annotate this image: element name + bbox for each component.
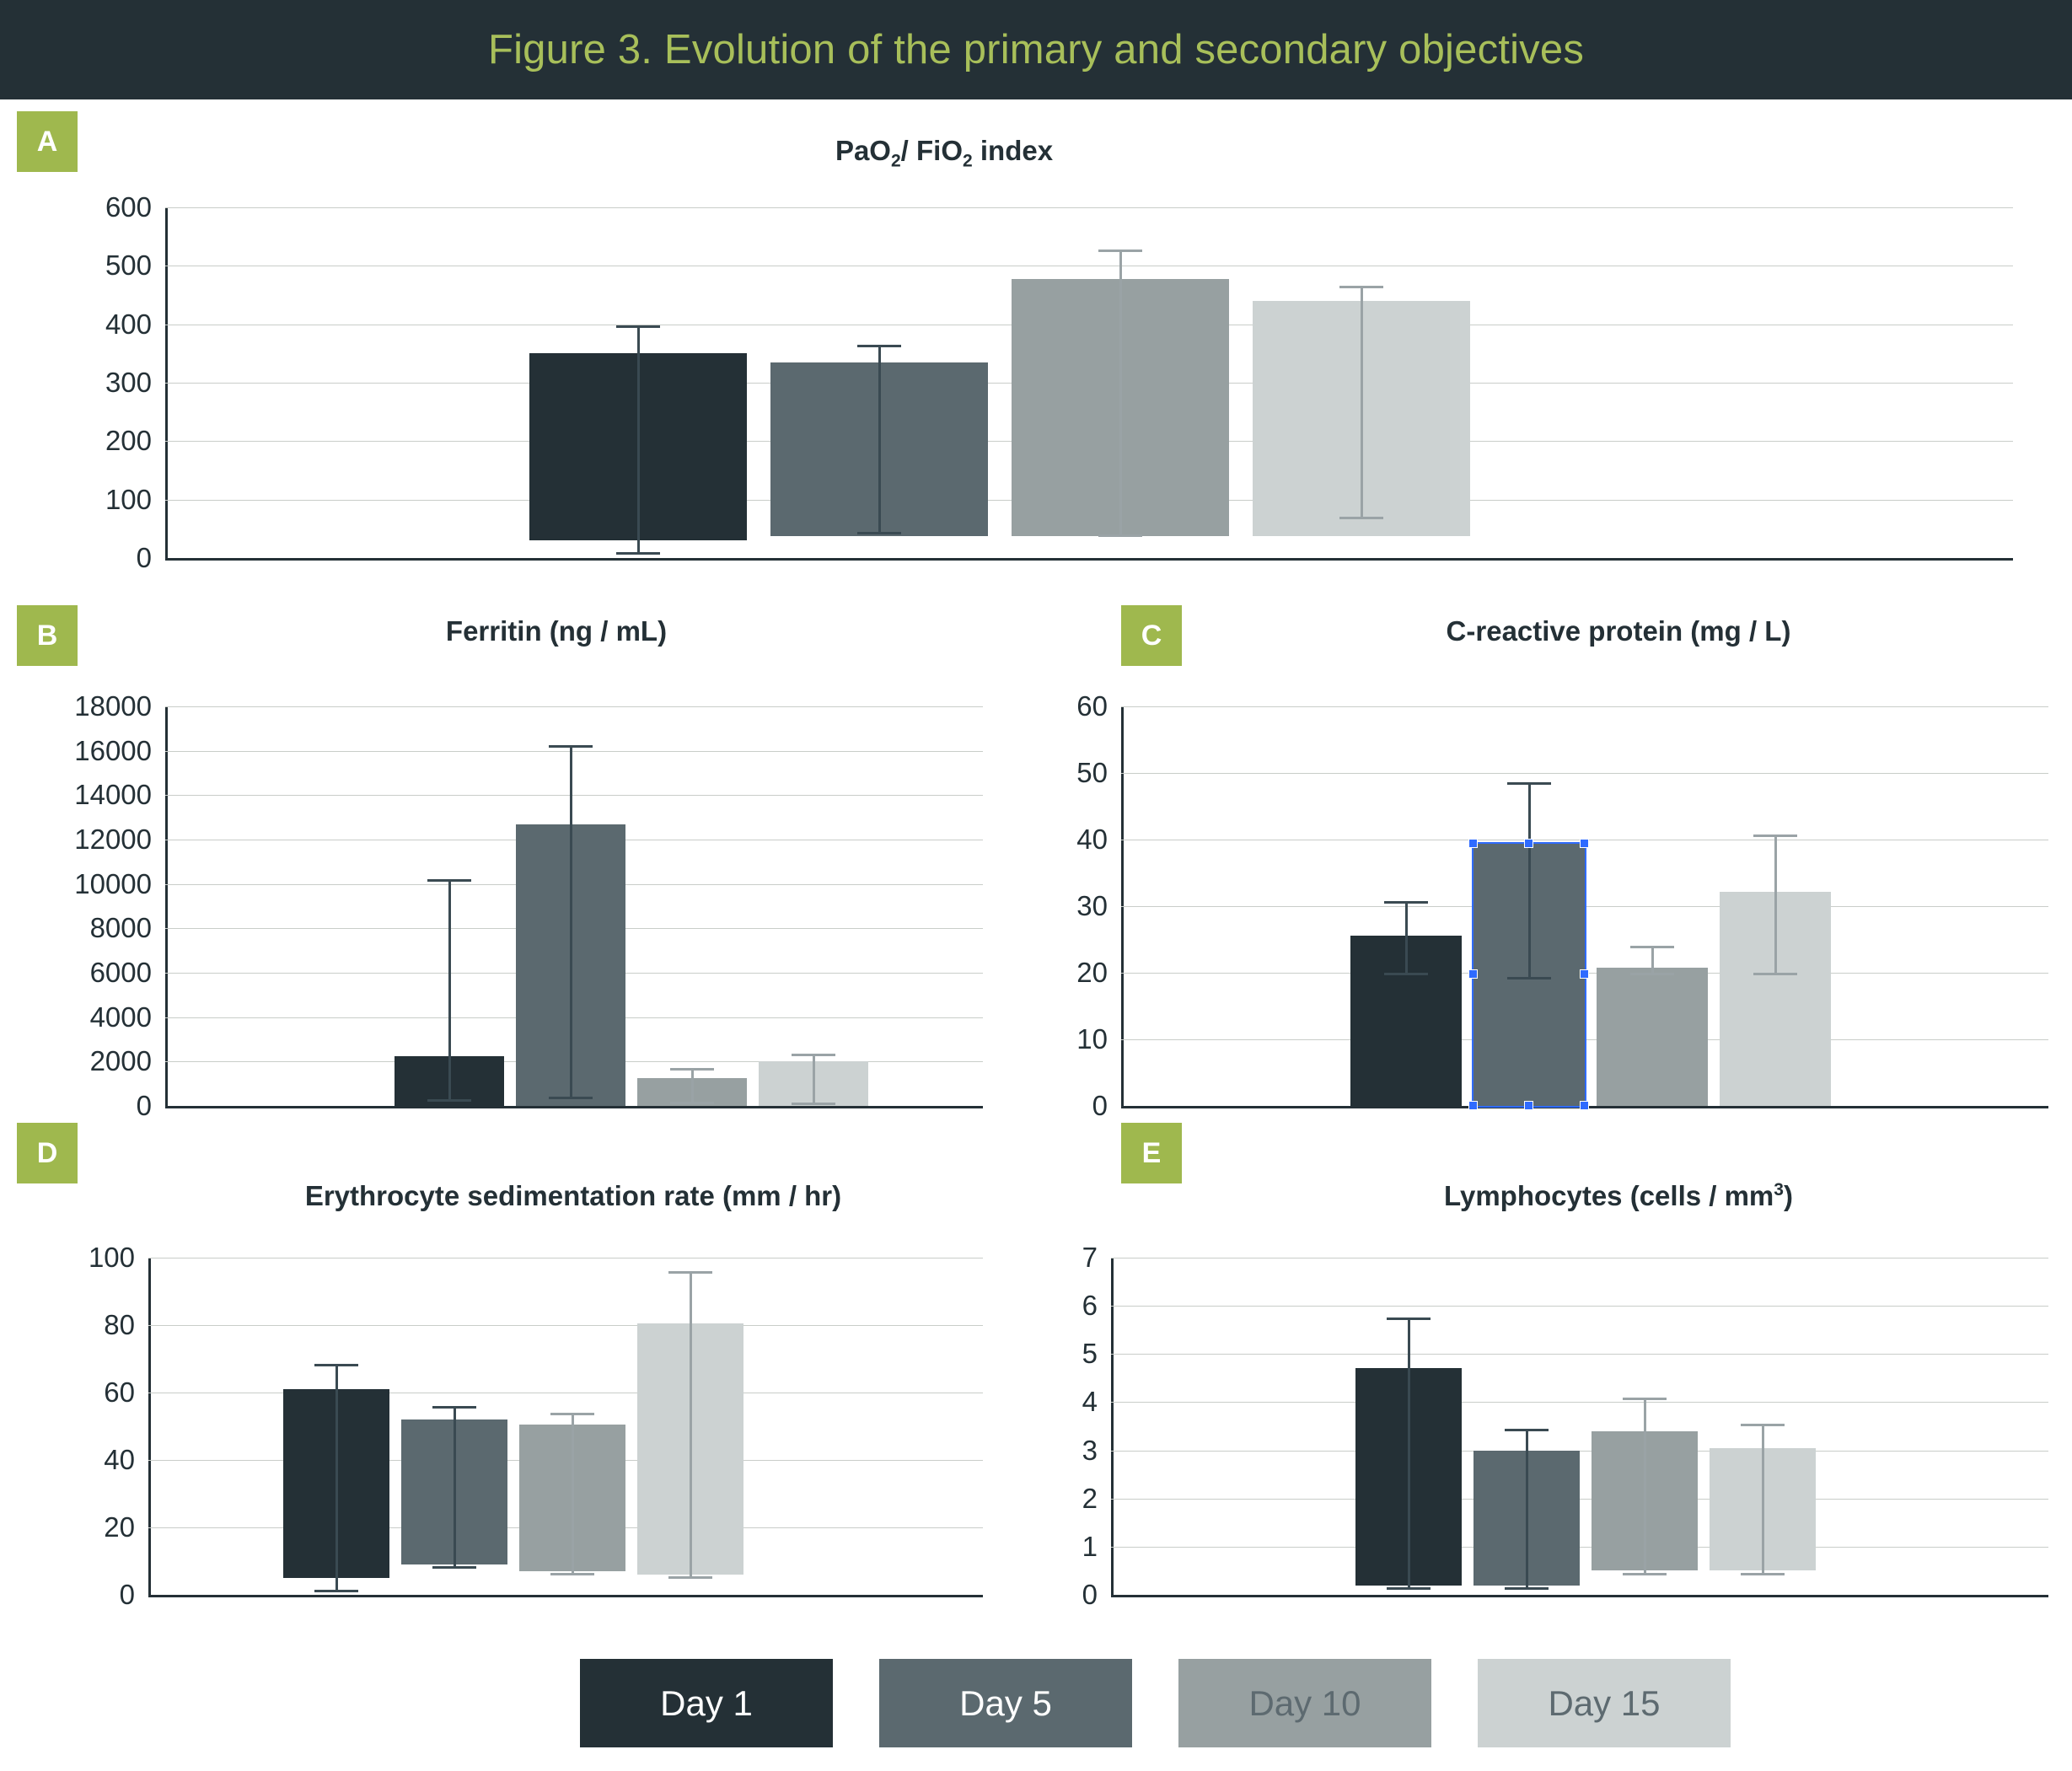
- error-bar-cap: [616, 552, 660, 555]
- plot-area-c: [1076, 690, 2048, 1121]
- selection-handle[interactable]: [1468, 1101, 1478, 1110]
- panel-badge-d: D: [17, 1123, 78, 1183]
- plot-area-d: [88, 1242, 983, 1610]
- y-axis-tick-label: 10: [1076, 1023, 1108, 1055]
- error-bar-cap: [1741, 1573, 1785, 1575]
- error-bar: [572, 1413, 574, 1573]
- gridline: [165, 751, 983, 752]
- y-axis-tick-label: 6000: [89, 957, 152, 988]
- y-axis-tick-label: 8000: [89, 912, 152, 944]
- y-axis-tick-label: 14000: [74, 779, 152, 811]
- error-bar-cap: [668, 1271, 712, 1274]
- gridline: [1111, 1402, 2048, 1403]
- error-bar-cap: [549, 745, 593, 748]
- legend-item-day-5[interactable]: [879, 1659, 1132, 1747]
- y-axis-tick-label: 50: [1076, 757, 1108, 788]
- y-axis-tick-label: 20: [104, 1511, 135, 1543]
- gridline: [1111, 1306, 2048, 1307]
- x-axis: [165, 558, 2013, 561]
- chart-crp: [1076, 690, 2048, 1121]
- error-bar: [1774, 835, 1777, 973]
- error-bar-cap: [550, 1413, 594, 1415]
- error-bar: [1644, 1398, 1646, 1574]
- y-axis-tick-label: 40: [1076, 824, 1108, 855]
- gridline: [1111, 1499, 2048, 1500]
- error-bar-cap: [792, 1054, 835, 1056]
- chart-pao2-fio2: [105, 191, 2013, 573]
- selection-handle[interactable]: [1580, 839, 1589, 848]
- x-axis: [148, 1595, 983, 1597]
- error-bar: [1526, 1429, 1528, 1588]
- error-bar-cap: [670, 1068, 714, 1071]
- error-bar-cap: [857, 532, 901, 534]
- legend-item-day-10[interactable]: [1178, 1659, 1431, 1747]
- y-axis-tick-label: 80: [104, 1309, 135, 1340]
- y-axis-tick-label: 4000: [89, 1001, 152, 1033]
- error-bar-cap: [670, 1102, 714, 1104]
- y-axis: [1111, 1258, 1114, 1595]
- y-axis-tick-label: 10000: [74, 867, 152, 899]
- bar[interactable]: [1597, 968, 1708, 1106]
- y-axis-tick-label: 16000: [74, 734, 152, 766]
- gridline: [165, 706, 983, 707]
- error-bar: [1119, 250, 1122, 534]
- gridline: [165, 795, 983, 796]
- error-bar: [1361, 286, 1363, 518]
- error-bar-cap: [792, 1103, 835, 1105]
- panel-badge-c: C: [1121, 605, 1182, 666]
- legend-item-day-1[interactable]: [580, 1659, 833, 1747]
- plot-area-a: [105, 191, 2013, 573]
- plot-area-e: [1082, 1242, 2048, 1610]
- error-bar: [335, 1364, 338, 1590]
- y-axis-tick-label: 18000: [74, 690, 152, 722]
- error-bar-cap: [857, 345, 901, 347]
- selection-handle[interactable]: [1468, 839, 1478, 848]
- y-axis-tick-label: 400: [105, 308, 152, 340]
- gridline: [1121, 1039, 2048, 1040]
- chart-esr: [88, 1242, 983, 1610]
- y-axis-tick-label: 30: [1076, 890, 1108, 921]
- selection-handle[interactable]: [1580, 969, 1589, 979]
- y-axis-tick-label: 3: [1082, 1434, 1098, 1466]
- y-axis-tick-label: 40: [104, 1444, 135, 1475]
- y-axis-tick-label: 0: [136, 542, 152, 573]
- chart-ferritin: [74, 690, 983, 1121]
- error-bar: [1405, 901, 1408, 973]
- legend-item-day-15[interactable]: [1478, 1659, 1731, 1747]
- y-axis-tick-label: 500: [105, 250, 152, 282]
- error-bar-cap: [550, 1573, 594, 1575]
- panel-badge-e: E: [1121, 1123, 1182, 1183]
- y-axis-tick-label: 100: [105, 483, 152, 515]
- y-axis-tick-label: 60: [104, 1377, 135, 1408]
- panel-title-d: Erythrocyte sedimentation rate (mm / hr): [304, 1180, 842, 1211]
- error-bar-cap: [1630, 946, 1674, 948]
- figure-header: [0, 0, 2072, 99]
- y-axis-tick-label: 2: [1082, 1482, 1098, 1514]
- y-axis-tick-label: 200: [105, 425, 152, 457]
- error-bar: [1528, 782, 1531, 977]
- y-axis-tick-label: 600: [105, 191, 152, 223]
- plot-area-b: [74, 690, 983, 1121]
- y-axis-tick-label: 6: [1082, 1290, 1098, 1322]
- panel-title-e: Lymphocytes (cells / $mm^3$): [1444, 1180, 1793, 1211]
- error-bar-cap: [432, 1406, 476, 1409]
- y-axis-tick-label: 100: [88, 1242, 135, 1273]
- error-bar-cap: [1741, 1424, 1785, 1426]
- panel-title-b: Ferritin (ng / mL): [445, 615, 668, 647]
- chart-lymphocytes: [1082, 1242, 2048, 1610]
- error-bar-cap: [1753, 973, 1797, 975]
- error-bar: [1762, 1424, 1764, 1573]
- error-bar-cap: [1505, 1587, 1549, 1590]
- error-bar: [448, 879, 451, 1099]
- selection-handle[interactable]: [1524, 839, 1533, 848]
- y-axis-tick-label: 60: [1076, 690, 1108, 722]
- gridline: [1111, 1451, 2048, 1452]
- y-axis-tick-label: 5: [1082, 1338, 1098, 1370]
- selection-handle[interactable]: [1524, 1101, 1533, 1110]
- error-bar-cap: [1507, 977, 1551, 979]
- error-bar-cap: [1384, 973, 1428, 975]
- error-bar-cap: [427, 1099, 471, 1102]
- legend: [580, 1659, 1731, 1747]
- error-bar-cap: [314, 1364, 358, 1366]
- error-bar-cap: [427, 879, 471, 882]
- error-bar-cap: [1623, 1398, 1667, 1400]
- error-bar-cap: [1339, 286, 1383, 288]
- panel-badge-b: B: [17, 605, 78, 666]
- error-bar-cap: [549, 1097, 593, 1099]
- y-axis-tick-label: 20: [1076, 957, 1108, 988]
- gridline: [1121, 706, 2048, 707]
- error-bar-cap: [1623, 1573, 1667, 1575]
- error-bar-cap: [314, 1590, 358, 1592]
- x-axis: [165, 1106, 983, 1108]
- legend-label: Day 10: [1248, 1682, 1361, 1723]
- panel-title-a: PaO$_2$/ FiO$_2$ index: [835, 135, 1054, 171]
- error-bar-cap: [1339, 517, 1383, 519]
- y-axis-tick-label: 4: [1082, 1386, 1098, 1418]
- error-bar-cap: [1753, 835, 1797, 837]
- y-axis-tick-label: 0: [119, 1579, 135, 1610]
- panel-badge-a: A: [17, 111, 78, 172]
- y-axis: [165, 706, 168, 1106]
- y-axis-tick-label: 0: [1082, 1579, 1098, 1610]
- y-axis-tick-label: 7: [1082, 1242, 1098, 1273]
- error-bar: [570, 745, 572, 1097]
- y-axis-tick-label: 1: [1082, 1530, 1098, 1562]
- error-bar-cap: [1505, 1429, 1549, 1431]
- legend-label: Day 15: [1548, 1682, 1661, 1723]
- error-bar-cap: [1387, 1587, 1431, 1590]
- error-bar-cap: [668, 1576, 712, 1579]
- panel-title-c: C-reactive protein (mg / L): [1446, 615, 1791, 647]
- selection-handle[interactable]: [1580, 1101, 1589, 1110]
- error-bar: [1651, 946, 1654, 973]
- error-bar-cap: [1098, 250, 1142, 252]
- gridline: [1121, 773, 2048, 774]
- error-bar: [813, 1054, 815, 1103]
- y-axis-tick-label: 12000: [74, 824, 152, 855]
- y-axis-tick-label: 2000: [89, 1045, 152, 1077]
- figure-title: Figure 3. Evolution of the primary and secondary objectives: [487, 27, 1585, 72]
- error-bar-cap: [1384, 901, 1428, 904]
- error-bar: [878, 345, 881, 532]
- error-bar: [690, 1271, 692, 1576]
- error-bar-cap: [432, 1566, 476, 1569]
- error-bar-cap: [1630, 973, 1674, 975]
- gridline: [148, 1325, 983, 1326]
- y-axis-tick-label: 0: [136, 1090, 152, 1121]
- gridline: [1111, 1547, 2048, 1548]
- y-axis-tick-label: 0: [1092, 1090, 1108, 1121]
- legend-label: Day 1: [660, 1682, 753, 1723]
- selection-handle[interactable]: [1468, 969, 1478, 979]
- error-bar: [637, 325, 640, 552]
- gridline: [1121, 906, 2048, 907]
- y-axis-tick-label: 300: [105, 367, 152, 398]
- error-bar-cap: [1507, 782, 1551, 785]
- error-bar-cap: [616, 325, 660, 328]
- error-bar-cap: [1387, 1318, 1431, 1320]
- error-bar: [691, 1068, 694, 1102]
- error-bar: [1408, 1318, 1410, 1587]
- x-axis: [1111, 1595, 2048, 1597]
- gridline: [165, 207, 2013, 208]
- error-bar-cap: [1098, 534, 1142, 537]
- legend-label: Day 5: [959, 1682, 1052, 1723]
- gridline: [1111, 1354, 2048, 1355]
- error-bar: [454, 1406, 456, 1566]
- y-axis: [148, 1258, 151, 1595]
